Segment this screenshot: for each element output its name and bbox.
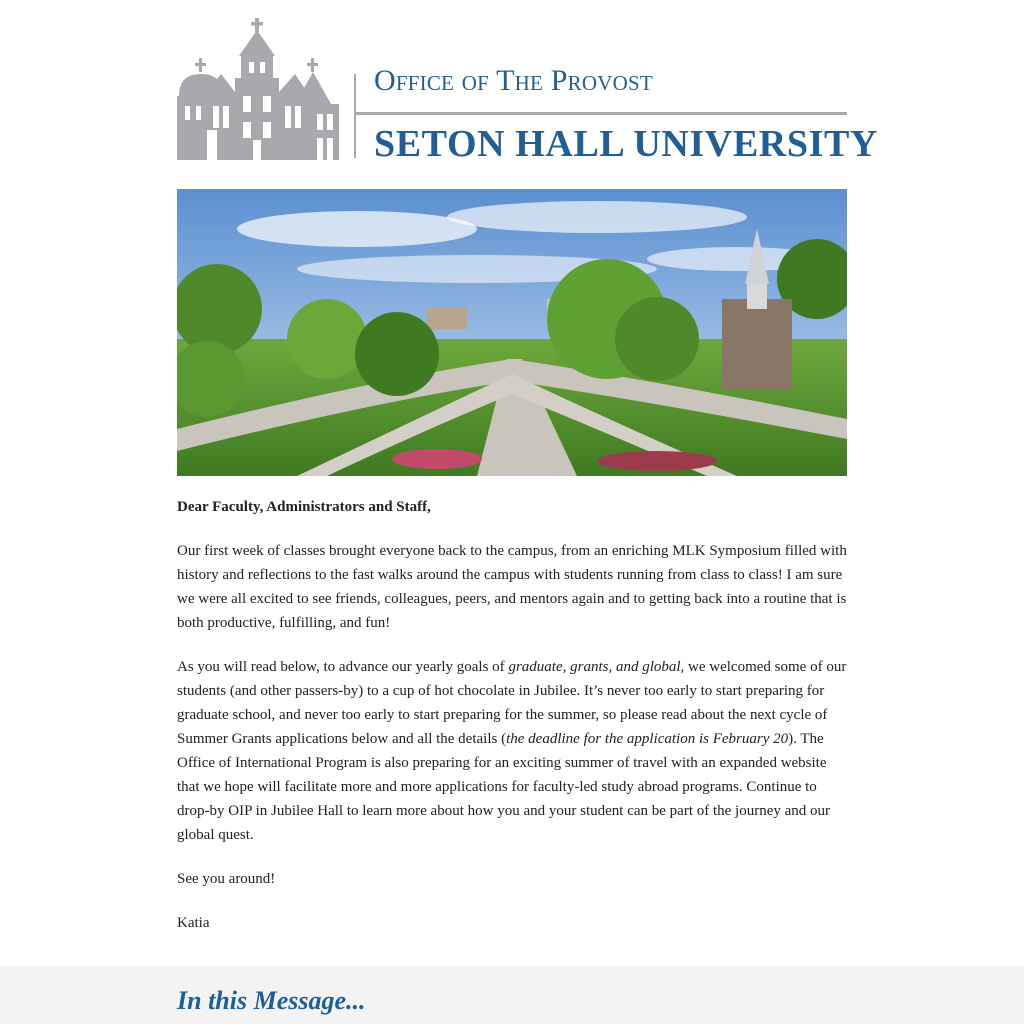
letter-paragraph-1: Our first week of classes brought everyone back to the campus, from an enriching MLK Symposium filled with history and reflections to the fast walks around the campus with students running from class to class! I am sure we were all excited to see friends, colleagues, peers, and mentors again and to getting back into a routine that is both productive, fulfilling, and fun!	[177, 543, 847, 631]
university-title: SETON HALL UNIVERSITY	[374, 123, 878, 165]
goals-emphasis: graduate, grants, and global	[508, 659, 681, 675]
signature: Katia	[177, 915, 210, 931]
deadline-emphasis: the deadline for the application is February 20	[506, 731, 789, 747]
in-this-message-heading: In this Message...	[177, 986, 366, 1015]
letter-body	[177, 495, 847, 955]
salutation: Dear Faculty, Administrators and Staff,	[177, 499, 431, 515]
logo-rule	[356, 112, 847, 115]
paragraph-2-text-c: ). The Office of International Program is also preparing for an exciting summer of travel with an expanded website that we hope will facilitate more and more applications for faculty-led study abroad programs. Continue to drop-by OIP in Jubilee Hall to learn more about how you and your student can be part of the journey and our global quest.	[177, 731, 831, 843]
message-index-band	[0, 966, 1024, 1024]
paragraph-2-text-a: As you will read below, to advance our yearly goals of	[177, 659, 509, 675]
closing-line: See you around!	[177, 871, 276, 887]
letter-paragraph-2	[177, 655, 847, 847]
provost-header	[177, 18, 878, 165]
office-title: Office of The Provost	[374, 64, 653, 97]
logo-divider	[354, 74, 356, 158]
chapel-logo-icon	[177, 18, 339, 160]
campus-photo	[177, 189, 847, 476]
paragraph-2-text-b: , we welcomed some of our students (and other passers-by) to a cup of hot chocolate in Jubilee. It’s never too early to start preparing for graduate school, and never too early to start preparing for the summer, so please read about the next cycle of Summer Grants applications below and all the details (	[177, 659, 847, 747]
